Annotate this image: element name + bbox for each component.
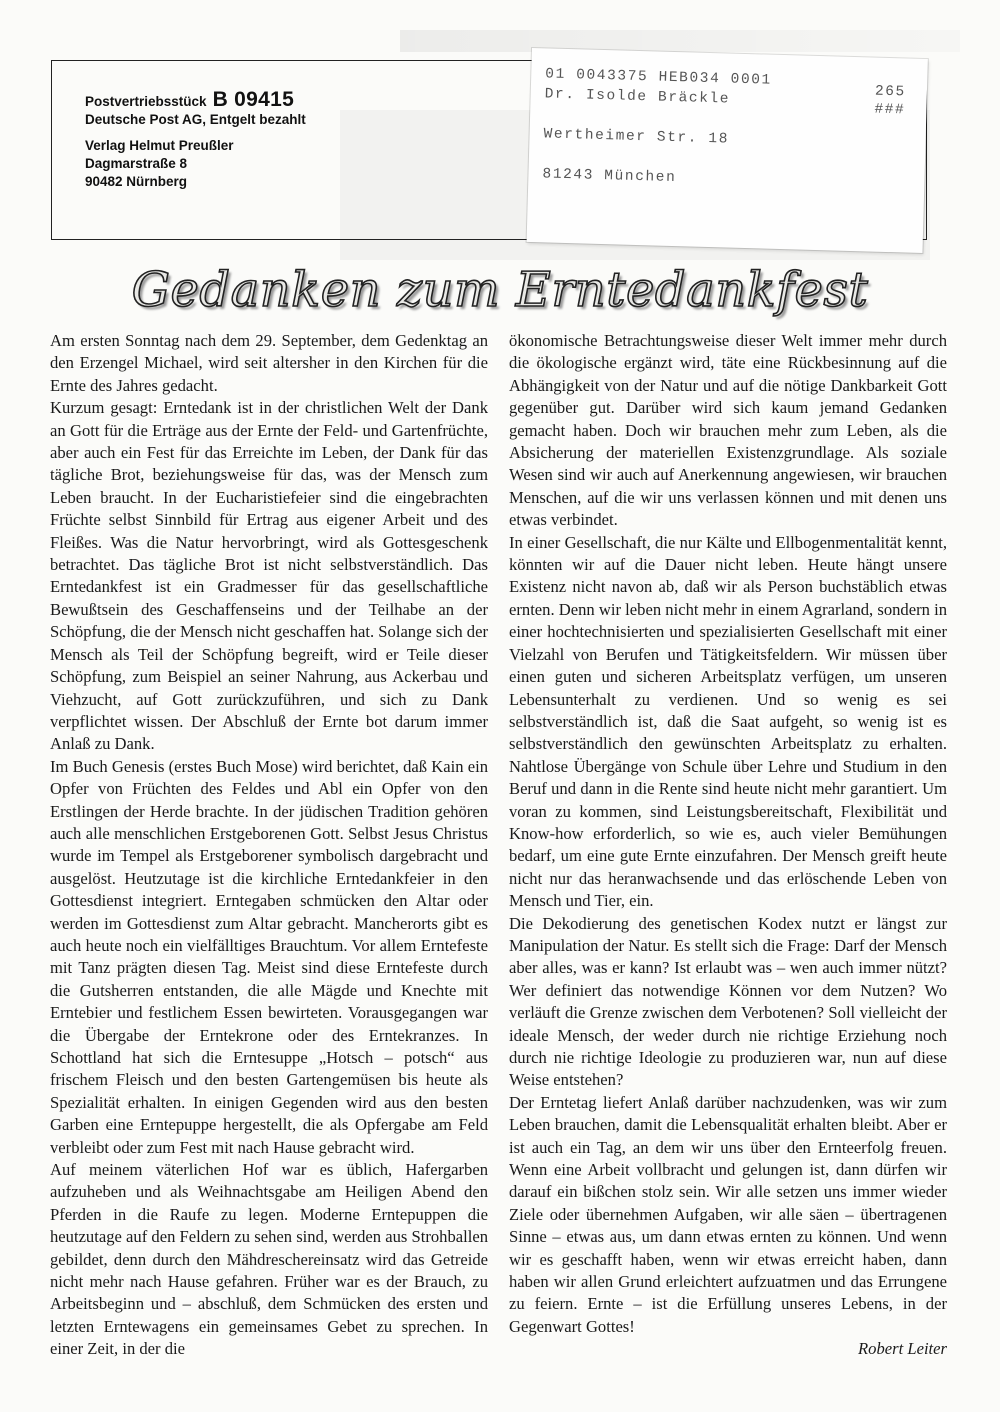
publisher-name: Verlag Helmut Preußler [85, 138, 234, 153]
paragraph: In einer Gesellschaft, die nur Kälte und Ellbogenmentalität kennt, könnten wir auf die Dauer nicht leben. Heute hängt unsere Existenz nicht navon ab, daß wir als Person buchstäblich etwas ernten. Denn wir leben nicht mehr in einem Agrarland, sondern in einer hochtechnisierten und spezialisierten Gesellschaft mit einer Vielzahl von Berufen und Tätigkeitsfeldern. Wir müssen über einen guten und sicheren Arbeitsplatz verfügen, um unseren Lebensunterhalt zu verdienen. Und so wenig es sei selbstverständlich ist, daß die Saat aufgeht, so wenig ist es selbstverständlich den gewünschten Arbeitsplatz zu erhalten. Nahtlose Übergänge von Schule über Lehre und Studium in den Beruf und dann in die Rente sind heute nicht mehr garantiert. Um voran zu kommen, sind Leistungsbereitschaft, Flexibilität und Know-how erforderlich, so wie es, auch vieler Bemühungen bedarf, um eine gute Ernte einzufahren. Der Mensch greift heute nicht nur das heranwachsende und das erlöschende Leben von Mensch und Tier, ein. [509, 532, 947, 911]
label-number: 265 [874, 83, 907, 101]
left-column [50, 330, 488, 1361]
sender-block [85, 88, 306, 191]
label-city: 81243 München [542, 166, 677, 187]
postvertrieb-label: Postvertriebsstück [85, 94, 207, 109]
label-code-line: 01 0043375 HEB034 0001 [545, 66, 773, 89]
address-label [527, 48, 928, 253]
paragraph: Im Buch Genesis (erstes Buch Mose) wird berichtet, daß Kain ein Opfer von Früchten des Feldes und Abl ein Opfer von den Erstlingen der Herde brachte. In der jüdischen Tradition gehören auch alle menschlichen Erstgeborenen Gott. Selbst Jesus Christus wurde im Tempel als Erstgeborener symbolisch dargebracht und ausgelöst. Heutzutage ist die kirchliche Erntedankfeier in den Gottesdienst integriert. Erntegaben schmücken den Altar oder werden im Gottesdienst zum Altar gebracht. Mancherorts gibt es auch heute noch ein vielfälltiges Brauchtum. Vor allem Erntefeste mit Tanz prägten diesen Tag. Meist sind diese Erntefeste durch die Gutsherren entstanden, die alle Mägde und Knechte mit Erntebier und festlichem Essen bewirteten. Vorausgegangen war die Übergabe der Erntekrone oder des Erntekranzes. In Schottland hat sich die Erntesuppe „Hotsch – potsch“ aus frischem Fleisch und den besten Gartengemüsen bis heute als Spezialität erhalten. In einigen Gegenden wird aus den besten Garben eine Erntepuppe hergestellt, die als Opfergabe am Feld verbleibt oder zum Fest mit nach Hause gebracht wird. [50, 756, 488, 1157]
label-hashes: ### [874, 101, 906, 119]
post-line: Deutsche Post AG, Entgelt bezahlt [85, 112, 306, 127]
article-title: Gedanken zum Erntedankfest [131, 262, 869, 318]
publisher-street: Dagmarstraße 8 [85, 156, 188, 171]
paragraph: Auf meinem väterlichen Hof war es üblich, Hafergarben aufzuheben und als Weihnachtsgabe am Heiligen Abend den Pferden in die Raufe zu legen. Moderne Erntepuppen die heutzutage auf den Feldern zu sehen sind, werden aus Strohballen gebildet, denn durch den Mähdreschereinsatz wird das Getreide nicht mehr nach Hause gefahren. Früher war es der Brauch, zu Arbeitsbeginn und – abschluß, dem Schmücken des ersten und letzten Erntewagens ein gemeinsames Gebet zu sprechen. In einer Zeit, in der die [50, 1160, 488, 1359]
paragraph: Die Dekodierung des genetischen Kodex nutzt er längst zur Manipulation der Natur. Es stellt sich die Frage: Darf der Mensch aber alles, was er kann? Ist erlaubt was – wen auch immer nützt? Wer definiert das notwendige Können vor dem Nutzen? Wo verläuft die Grenze zwischen dem Verbotenen? Soll vielleicht der ideale Mensch, der weder durch nie richtige Erziehung noch durch nie richtige Ideologie zu produzieren war, nun auf diese Weise entstehen? [509, 913, 947, 1090]
bleed-through-header [400, 30, 960, 52]
postvertrieb-code: B 09415 [212, 88, 295, 111]
postvertrieb-line [85, 88, 306, 111]
label-street: Wertheimer Str. 18 [543, 126, 730, 148]
paragraph: ökonomische Betrachtungsweise dieser Welt immer mehr durch die ökologische ergänzt wird, täte eine Rückbesinnung auf die Abhängigkeit von der Natur und auf die nötige Dankbarkeit Gott gegenüber gut. Darüber wird sich kaum jemand Gedanken gemacht haben. Doch wir brauchen mehr zum Leben, als die Absicherung der materiellen Existenzgrundlage. Als soziale Wesen sind wir auch auf Anerkennung angewiesen, wir brauchen Menschen, auf die wir uns verlassen können und mit denen uns etwas verbindet. [509, 331, 947, 530]
author-signature: Robert Leiter [858, 1339, 947, 1359]
paragraph: Kurzum gesagt: Erntedank ist in der christlichen Welt der Dank an Gott für die Erträge aus der Ernte der Feld- und Gartenfrüchte, aber auch ein Fest für das Erreichte im Leben, der Dank für das tägliche Brot, beziehungsweise für das, was der Mensch zum Leben braucht. In der Eucharistiefeier sind die eingebrachten Früchte selbst Sinnbild für Ertrag aus eigener Arbeit und des Fleißes. Was die Natur hervorbringt, wird als Gottesgeschenk betrachtet. Das tägliche Brot ist nicht selbstverständlich. Das Erntedankfest ist ein Gradmesser für das gesellschaftliche Bewußtsein des Geschaffenseins und der Teilhabe an der Schöpfung, die der Mensch nicht geschaffen hat. Solange sich der Mensch als Teil der Schöpfung begreift, wird er Teile dieser Schöpfung, zum Beispiel an seiner Nahrung, aus Ackerbau und Viehzucht, auf Gott zurückzuführen, und sich zu Dank verpflichtet wissen. Der Abschluß der Ernte bot darum immer Anlaß zu Dank. [50, 398, 488, 754]
right-column [509, 330, 947, 1361]
paragraph: Der Erntetag liefert Anlaß darüber nachzudenken, was wir zum Leben brauchen, damit die Lebensqualität erhalten bleibt. Aber er ist auch ein Tag, an dem wir uns über den Ernteerfolg freuen. Wenn eine Arbeit vollbracht und gelungen ist, dann dürfen wir darauf ein bißchen stolz sein. Wir alle setzen uns immer wieder Ziele oder übernehmen Aufgaben, wir alle säen – übertragenen Sinne – etwas aus, um dann etwas ernten zu können. Und wenn wir es geschafft haben, wenn wir etwas erreicht haben, dann haben wir allen Grund erleichtert aufzuatmen und das Errungene zu feiern. Ernte – ist die Erfüllung unseres Lebens, in der Gegenwart Gottes! [509, 1092, 947, 1336]
label-name: Dr. Isolde Bräckle [544, 86, 731, 108]
publisher-city: 90482 Nürnberg [85, 174, 188, 189]
paragraph: Am ersten Sonntag nach dem 29. September, dem Gedenktag an den Erzengel Michael, wird seit altersher in den Kirchen für die Ernte des Jahres gedacht. [50, 331, 488, 395]
